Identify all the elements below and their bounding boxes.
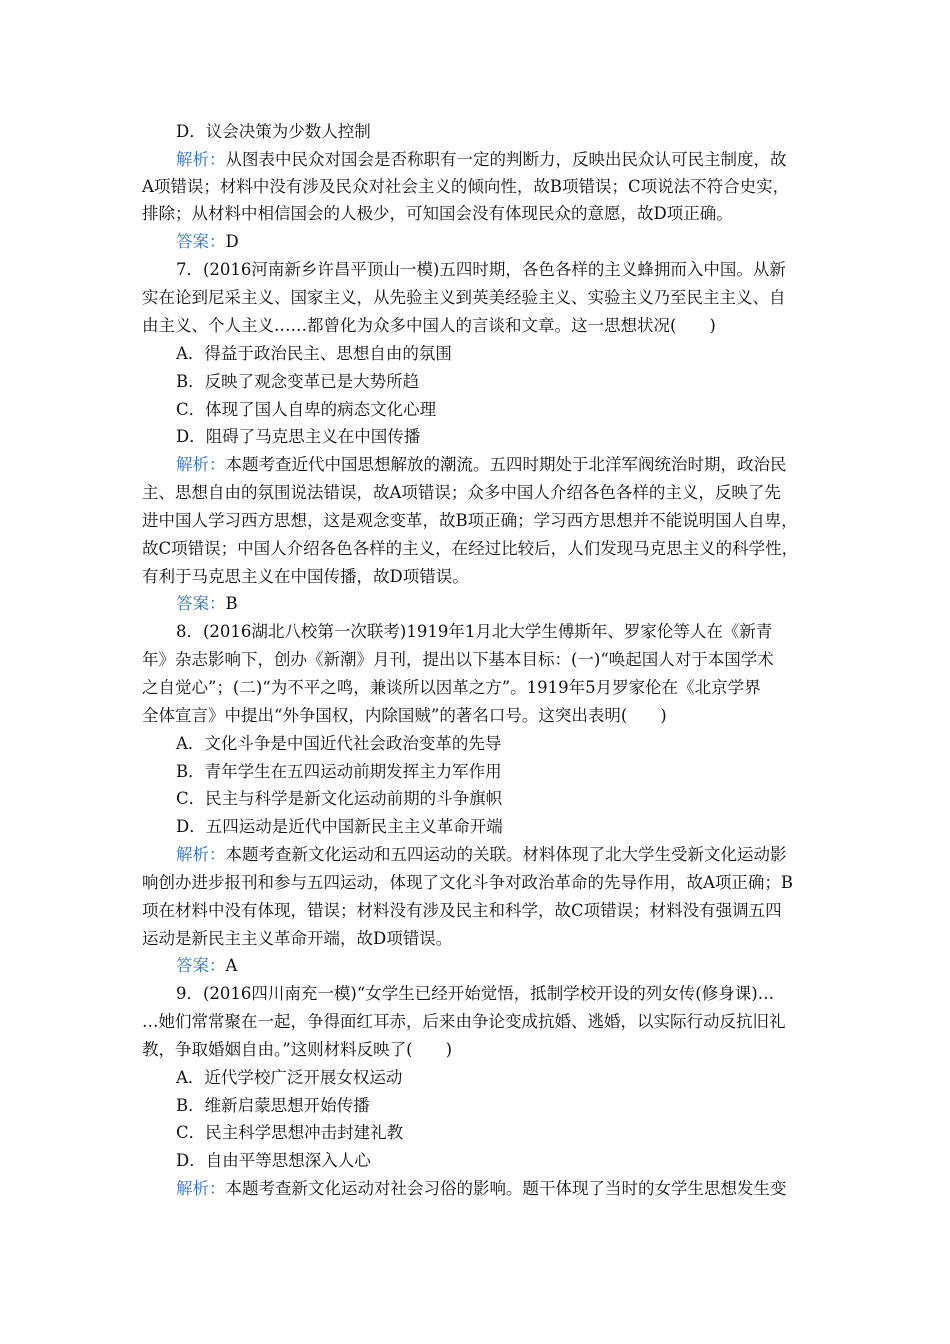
analysis-label: 解析： (176, 845, 226, 864)
text-line: 有利于马克思主义在中国传播，故D项错误。 (142, 567, 469, 586)
text-line: 实在论到尼采主义、国家主义，从先验主义到英美经验主义、实验主义乃至民主主义、自 (142, 288, 786, 307)
text-line: …她们常常聚在一起，争得面红耳赤，后来由争论变成抗婚、逃婚，以实际行动反抗旧礼 (142, 1012, 786, 1031)
option-line: A．近代学校广泛开展女权运动 (176, 1068, 403, 1087)
analysis-line: 解析：本题考查新文化运动对社会习俗的影响。题干体现了当时的女学生思想发生变 (176, 1179, 787, 1198)
question-line: 9．(2016四川南充一模)“女学生已经开始觉悟，抵制学校开设的列女传(修身课)… (176, 984, 775, 1003)
text-line: 项在材料中没有体现，错误；材料没有涉及民主和科学，故C项错误；材料没有强调五四 (142, 901, 782, 920)
option-line: C．民主科学思想冲击封建礼教 (176, 1123, 404, 1142)
text-line: 响创办进步报刊和参与五四运动，体现了文化斗争对政治革命的先导作用，故A项正确；B (142, 873, 794, 892)
text-line: 由主义、个人主义……都曾化为众多中国人的言谈和文章。这一思想状况( ) (142, 316, 716, 335)
option-line: C．体现了国人自卑的病态文化心理 (176, 400, 437, 419)
option-line: B．维新启蒙思想开始传播 (176, 1096, 370, 1115)
option-line: A．得益于政治民主、思想自由的氛围 (176, 344, 452, 363)
answer-label: 答案： (176, 232, 226, 251)
analysis-label: 解析： (176, 150, 226, 169)
text-line: 主、思想自由的氛围说法错误，故A项错误；众多中国人介绍各色各样的主义，反映了先 (142, 483, 781, 502)
text-line: 之自觉心”；(二)“为不平之鸣，兼谈所以因革之方”。1919年5月罗家伦在《北京学界 (142, 678, 761, 697)
answer-line: 答案：B (176, 594, 238, 613)
option-line: D．阻碍了马克思主义在中国传播 (176, 427, 421, 446)
answer-line: 答案：D (176, 232, 239, 251)
question-line: 7．(2016河南新乡许昌平顶山一模)五四时期，各色各样的主义蜂拥而入中国。从新 (176, 260, 786, 279)
option-line: D．五四运动是近代中国新民主主义革命开端 (176, 817, 503, 836)
answer-line: 答案：A (176, 956, 238, 975)
option-line: C．民主与科学是新文化运动前期的斗争旗帜 (176, 789, 503, 808)
option-line: D．议会决策为少数人控制 (176, 122, 371, 141)
text-line: A项错误；材料中没有涉及民众对社会主义的倾向性，故B项错误；C项说法不符合史实， (142, 177, 790, 196)
question-line: 8．(2016湖北八校第一次联考)1919年1月北大学生傅斯年、罗家伦等人在《新青 (176, 622, 773, 641)
text-line: 年》杂志影响下，创办《新潮》月刊，提出以下基本目标：(一)“唤起国人对于本国学术 (142, 650, 774, 669)
option-line: B．青年学生在五四运动前期发挥主力军作用 (176, 762, 502, 781)
analysis-label: 解析： (176, 455, 226, 474)
text-line: 全体宣言》中提出“外争国权，内除国贼”的著名口号。这突出表明( ) (142, 706, 667, 725)
analysis-line: 解析：本题考查近代中国思想解放的潮流。五四时期处于北洋军阀统治时期，政治民 (176, 455, 787, 474)
option-line: A．文化斗争是中国近代社会政治变革的先导 (176, 734, 502, 753)
text-line: 运动是新民主主义革命开端，故D项错误。 (142, 929, 453, 948)
option-line: B．反映了观念变革已是大势所趋 (176, 372, 420, 391)
text-line: 进中国人学习西方思想，这是观念变革，故B项正确；学习西方思想并不能说明国人自卑， (142, 511, 798, 530)
option-line: D．自由平等思想深入人心 (176, 1151, 371, 1170)
answer-label: 答案： (176, 956, 226, 975)
text-line: 排除；从材料中相信国会的人极少，可知国会没有体现民众的意愿，故D项正确。 (142, 204, 733, 223)
analysis-line: 解析：从图表中民众对国会是否称职有一定的判断力，反映出民众认可民主制度，故 (176, 150, 787, 169)
analysis-line: 解析：本题考查新文化运动和五四运动的关联。材料体现了北大学生受新文化运动影 (176, 845, 787, 864)
text-line: 故C项错误；中国人介绍各色各样的主义，在经过比较后，人们发现马克思主义的科学性， (142, 539, 799, 558)
text-line: 教，争取婚姻自由。”这则材料反映了( ) (142, 1040, 453, 1059)
answer-label: 答案： (176, 594, 226, 613)
analysis-label: 解析： (176, 1179, 226, 1198)
